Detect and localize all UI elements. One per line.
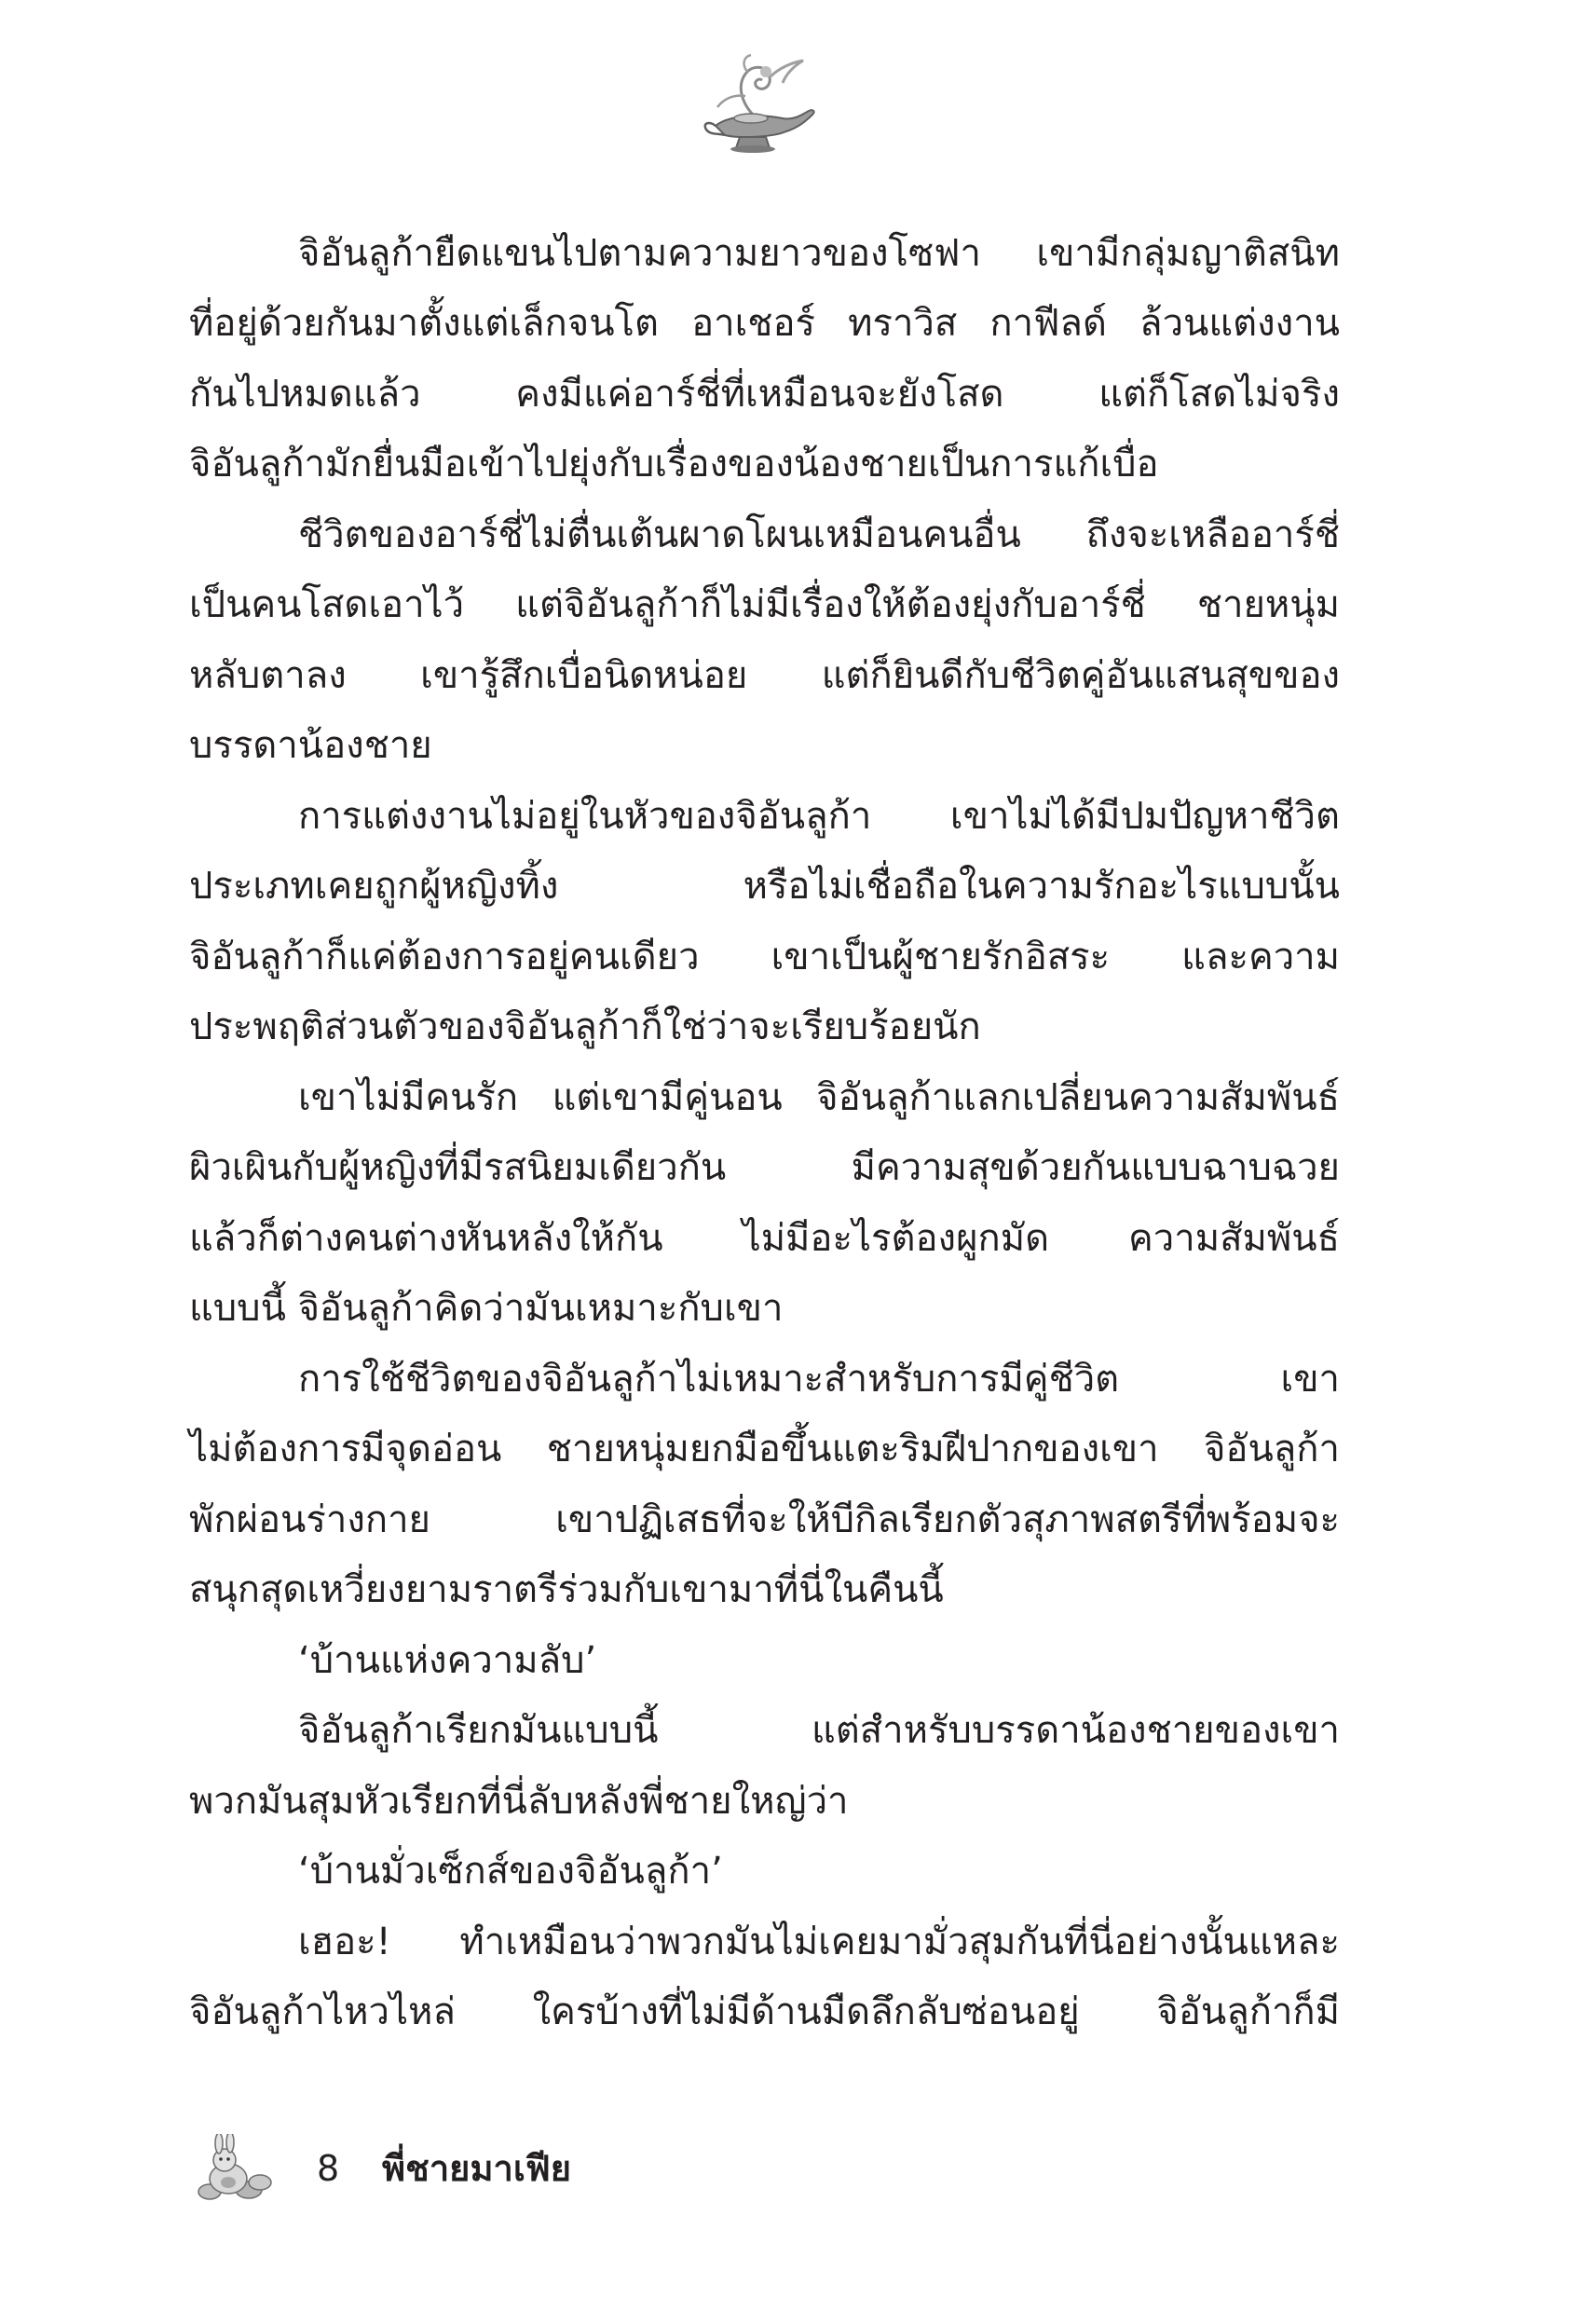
text-line: ประพฤติส่วนตัวของจิอันลูก้าก็ใช่ว่าจะเรียบร้อยนัก — [189, 1005, 981, 1048]
text-line: จิอันลูก้ามักยื่นมือเข้าไปยุ่งกับเรื่องของน้องชายเป็นการแก้เบื่อ — [189, 443, 1159, 485]
text-line: จิอันลูก้ายืดแขนไปตามความยาวของโซฟา เขามีกลุ่มญาติสนิท — [298, 232, 1340, 275]
text-line: ผิวเผินกับผู้หญิงที่มีรสนิยมเดียวกัน มีความสุขด้วยกันแบบฉาบฉวย — [189, 1146, 1340, 1189]
text-line: ประเภทเคยถูกผู้หญิงทิ้ง หรือไม่เชื่อถือในความรักอะไรแบบนั้น — [189, 865, 1340, 908]
text-line: เป็นคนโสดเอาไว้ แต่จิอันลูก้าก็ไม่มีเรื่องให้ต้องยุ่งกับอาร์ชี่ ชายหนุ่ม — [189, 583, 1340, 626]
text-line: แล้วก็ต่างคนต่างหันหลังให้กัน ไม่มีอะไรต้องผูกมัด ความสัมพันธ์ — [189, 1217, 1340, 1260]
text-line: กันไปหมดแล้ว คงมีแค่อาร์ชี่ที่เหมือนจะยังโสด แต่ก็โสดไม่จริง — [189, 373, 1340, 416]
text-line: จิอันลูก้าเรียกมันแบบนี้ แต่สำหรับบรรดาน้องชายของเขา — [298, 1709, 1340, 1752]
text-line: ‘บ้านมั่วเซ็กส์ของจิอันลูก้า’ — [298, 1850, 723, 1893]
text-line: การแต่งงานไม่อยู่ในหัวของจิอันลูก้า เขาไม่ได้มีปมปัญหาชีวิต — [298, 795, 1340, 838]
text-line: ที่อยู่ด้วยกันมาตั้งแต่เล็กจนโต อาเชอร์ ทราวิส กาฟีลด์ ล้วนแต่งงาน — [189, 302, 1340, 345]
text-line: ‘บ้านแห่งความลับ’ — [298, 1639, 597, 1682]
text-line: ไม่ต้องการมีจุดอ่อน ชายหนุ่มยกมือขึ้นแตะริมฝีปากของเขา จิอันลูก้า — [189, 1428, 1340, 1470]
text-line: ชีวิตของอาร์ชี่ไม่ตื่นเต้นผาดโผนเหมือนคนอื่น ถึงจะเหลืออาร์ชี่ — [298, 513, 1340, 556]
text-line: พักผ่อนร่างกาย เขาปฏิเสธที่จะให้บีกิลเรียกตัวสุภาพสตรีที่พร้อมจะ — [189, 1498, 1340, 1541]
text-line: หลับตาลง เขารู้สึกเบื่อนิดหน่อย แต่ก็ยินดีกับชีวิตคู่อันแสนสุขของ — [189, 654, 1340, 697]
page-number: 8 — [317, 2148, 340, 2189]
text-line: บรรดาน้องชาย — [189, 724, 432, 767]
text-line: สนุกสุดเหวี่ยงยามราตรีร่วมกับเขามาที่นี่ในคืนนี้ — [189, 1568, 944, 1611]
text-line: เขาไม่มีคนรัก แต่เขามีคู่นอน จิอันลูก้าแลกเปลี่ยนความสัมพันธ์ — [298, 1076, 1340, 1119]
text-line: การใช้ชีวิตของจิอันลูก้าไม่เหมาะสำหรับการมีคู่ชีวิต เขา — [298, 1358, 1340, 1401]
rabbit-coins-icon — [191, 2134, 275, 2204]
text-line: พวกมันสุมหัวเรียกที่นี่ลับหลังพี่ชายใหญ่ว่า — [189, 1780, 849, 1823]
text-line: จิอันลูก้าไหวไหล่ ใครบ้างที่ไม่มีด้านมืดลึกลับซ่อนอยู่ จิอันลูก้าก็มี — [189, 1990, 1340, 2033]
text-line: เฮอะ! ทำเหมือนว่าพวกมันไม่เคยมามั่วสุมกันที่นี่อย่างนั้นแหละ — [298, 1921, 1340, 1963]
book-title: พี่ชายมาเฟีย — [382, 2148, 571, 2189]
text-line: แบบนี้ จิอันลูก้าคิดว่ามันเหมาะกับเขา — [189, 1287, 784, 1330]
text-line: จิอันลูก้าก็แค่ต้องการอยู่คนเดียว เขาเป็นผู้ชายรักอิสระ และความ — [189, 936, 1340, 978]
